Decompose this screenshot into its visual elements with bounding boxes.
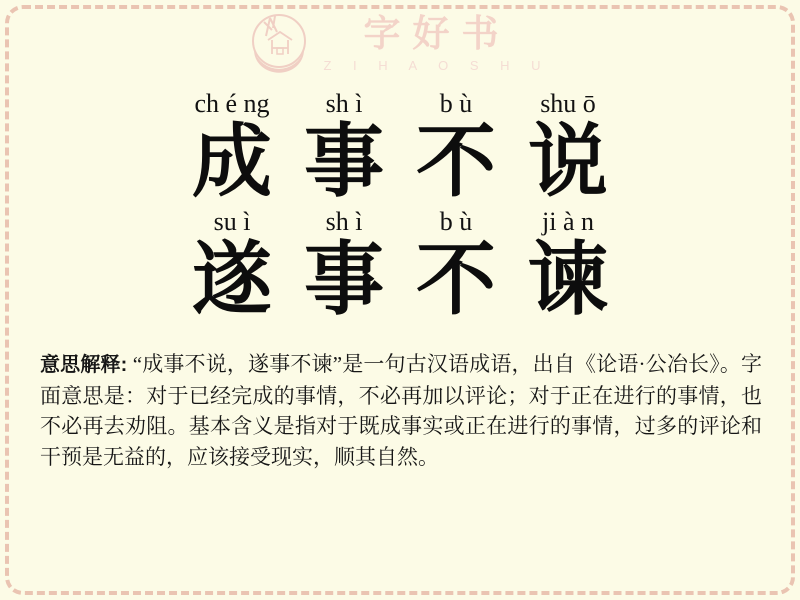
meaning-explanation	[40, 349, 762, 472]
hanzi-character: 遂	[192, 237, 272, 325]
char-cell	[288, 89, 400, 207]
pinyin-label: ji à n	[542, 207, 594, 236]
idiom-rows	[0, 89, 800, 325]
logo-subtitle: Z I H A O S H U	[323, 57, 550, 73]
pinyin-label: sh ì	[325, 89, 363, 118]
pinyin-label: su ì	[213, 207, 251, 236]
pinyin-label: shu ō	[540, 89, 596, 118]
char-cell	[288, 207, 400, 325]
char-cell	[512, 207, 624, 325]
pinyin-label: sh ì	[325, 207, 363, 236]
hanzi-character: 不	[416, 237, 496, 325]
meaning-explanation-text: “成事不说，遂事不谏”是一句古汉语成语，出自《论语·公冶长》。字面意思是：对于已经完成的事情，不必再加以评论；对于正在进行的事情，也不必再去劝阻。基本含义是指对于既成事实或正在进行的事情，过多的评论和干预是无益的，应该接受现实，顺其自然。	[40, 352, 762, 469]
hanzi-character: 事	[304, 119, 384, 207]
char-cell	[176, 207, 288, 325]
hanzi-character: 说	[528, 119, 608, 207]
meaning-explanation-label: 意思解释:	[40, 354, 128, 376]
char-cell	[400, 207, 512, 325]
logo-text-block	[318, 16, 549, 73]
char-cell	[176, 89, 288, 207]
pinyin-label: ch é ng	[194, 89, 270, 118]
hanzi-character: 成	[192, 119, 272, 207]
pinyin-label: b ù	[439, 207, 473, 236]
pinyin-label: b ù	[439, 89, 473, 118]
char-cell	[400, 89, 512, 207]
house-bamboo-crescent-logo-icon	[250, 10, 308, 79]
hanzi-character: 谏	[528, 237, 608, 325]
idiom-row-1	[0, 89, 800, 207]
char-cell	[512, 89, 624, 207]
logo-title: 字好书	[363, 14, 511, 56]
hanzi-character: 不	[416, 119, 496, 207]
hanzi-character: 事	[304, 237, 384, 325]
site-logo	[280, 10, 550, 79]
idiom-row-2	[0, 207, 800, 325]
